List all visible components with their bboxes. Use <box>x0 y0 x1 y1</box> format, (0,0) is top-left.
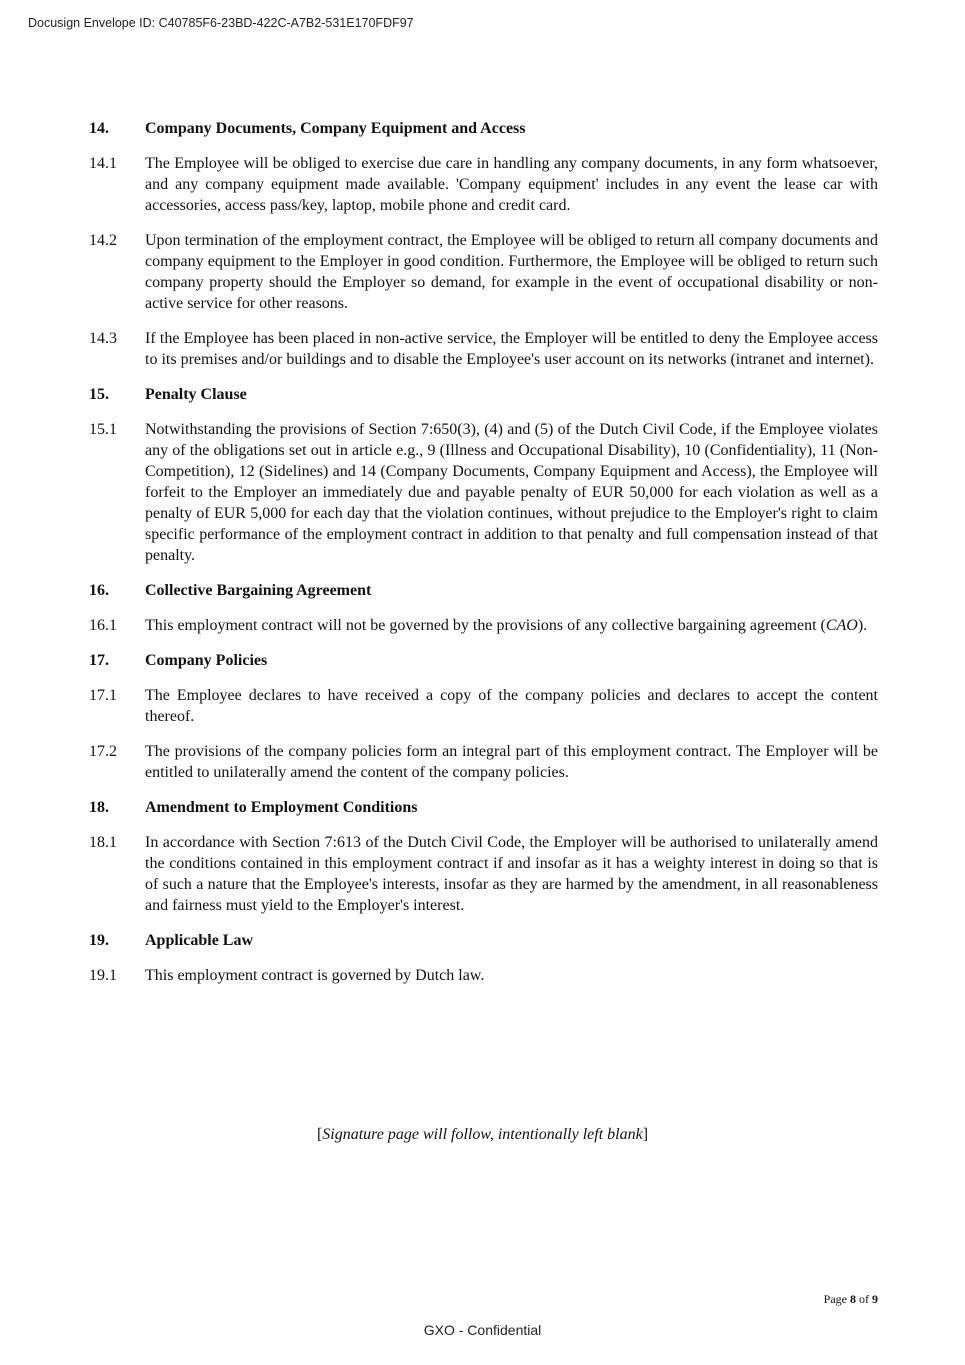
page-label: Page <box>823 1292 847 1306</box>
clause-text: If the Employee has been placed in non-active service, the Employer will be entitled to deny the Employee access to its premises and/or buildings and to disable the Employee's user account on its networks (intranet and internet). <box>145 330 878 368</box>
signature-note-text: Signature page will follow, intentionally left blank <box>322 1126 643 1143</box>
section-title: Applicable Law <box>145 932 254 949</box>
clause-text: Upon termination of the employment contract, the Employee will be obliged to return all company documents and company equipment to the Employer in good condition. Furthermore, the Employee will be obliged to return such company property should the Employer so demand, for example in the event of occupational disability or non-active service for other reasons. <box>145 232 878 312</box>
section-number: 17. <box>89 652 109 669</box>
clause-number: 14.2 <box>89 232 117 249</box>
bracket-open: [ <box>316 1126 323 1143</box>
cao-abbreviation: CAO <box>825 617 858 634</box>
section-title: Collective Bargaining Agreement <box>145 582 372 599</box>
section-title: Amendment to Employment Conditions <box>145 799 418 816</box>
clause-text: The Employee declares to have received a copy of the company policies and declares to accept the content thereof. <box>145 687 878 725</box>
docusign-envelope-id: Docusign Envelope ID: C40785F6-23BD-422C-A7B2-531E170FDF97 <box>28 16 414 30</box>
clause-number: 15.1 <box>89 421 117 438</box>
clause-text <box>145 615 878 636</box>
clause-14-2 <box>89 230 878 314</box>
clause-number: 18.1 <box>89 834 117 851</box>
clause-number: 14.1 <box>89 155 117 172</box>
signature-page-note <box>0 1126 965 1144</box>
clause-number: 14.3 <box>89 330 117 347</box>
section-number: 18. <box>89 799 109 816</box>
clause-text: Notwithstanding the provisions of Section 7:650(3), (4) and (5) of the Dutch Civil Code, if the Employee violates any of the obligations set out in article e.g., 9 (Illness and Occupational Disability), 10 (Confidentiality), 11 (Non-Competition), 12 (Sidelines) and 14 (Company Documents, Company Equipment and Access), the Employee will forfeit to the Employer an immediately due and payable penalty of EUR 50,000 for each violation as well as a penalty of EUR 5,000 for each day that the violation continues, without prejudice to the Employer's right to claim specific performance of the employment contract in addition to that penalty and full compensation instead of that penalty. <box>145 421 878 564</box>
section-title: Penalty Clause <box>145 386 247 403</box>
section-heading-14 <box>89 118 878 139</box>
clause-15-1 <box>89 419 878 566</box>
clause-text-end: ). <box>857 617 868 634</box>
section-number: 14. <box>89 120 109 137</box>
section-title: Company Documents, Company Equipment and Access <box>145 120 526 137</box>
clause-text: The provisions of the company policies form an integral part of this employment contract. The Employer will be entitled to unilaterally amend the content of the company policies. <box>145 743 878 781</box>
page-number <box>824 1292 878 1307</box>
section-number: 19. <box>89 932 109 949</box>
confidential-footer: GXO - Confidential <box>423 1322 542 1338</box>
clause-16-1 <box>89 615 878 636</box>
clause-18-1 <box>89 832 878 916</box>
page-current: 8 <box>850 1292 856 1306</box>
section-heading-16 <box>89 580 878 601</box>
clause-text: This employment contract is governed by Dutch law. <box>145 967 485 984</box>
clause-17-1 <box>89 685 878 727</box>
clause-text: The Employee will be obliged to exercise due care in handling any company documents, in any form whatsoever, and any company equipment made available. 'Company equipment' includes in any event the lease car with accessories, access pass/key, laptop, mobile phone and credit card. <box>145 155 878 214</box>
bracket-close: ] <box>642 1126 649 1143</box>
section-heading-15 <box>89 384 878 405</box>
page-of: of <box>859 1292 869 1306</box>
section-number: 15. <box>89 386 109 403</box>
document-body <box>89 118 878 1000</box>
section-heading-19 <box>89 930 878 951</box>
clause-number: 17.2 <box>89 743 117 760</box>
clause-number: 17.1 <box>89 687 117 704</box>
clause-number: 19.1 <box>89 967 117 984</box>
clause-19-1 <box>89 965 878 986</box>
section-title: Company Policies <box>145 652 268 669</box>
clause-17-2 <box>89 741 878 783</box>
page-total: 9 <box>872 1292 878 1306</box>
clause-text: In accordance with Section 7:613 of the Dutch Civil Code, the Employer will be authorised to unilaterally amend the conditions contained in this employment contract if and insofar as it has a weighty interest in doing so that is of such a nature that the Employee's interests, insofar as they are harmed by the amendment, in all reasonableness and fairness must yield to the Employer's interest. <box>145 834 878 914</box>
clause-text-start: This employment contract will not be governed by the provisions of any collective bargaining agreement ( <box>145 617 826 634</box>
section-number: 16. <box>89 582 109 599</box>
clause-14-1 <box>89 153 878 216</box>
section-heading-18 <box>89 797 878 818</box>
clause-number: 16.1 <box>89 617 117 634</box>
clause-14-3 <box>89 328 878 370</box>
section-heading-17 <box>89 650 878 671</box>
